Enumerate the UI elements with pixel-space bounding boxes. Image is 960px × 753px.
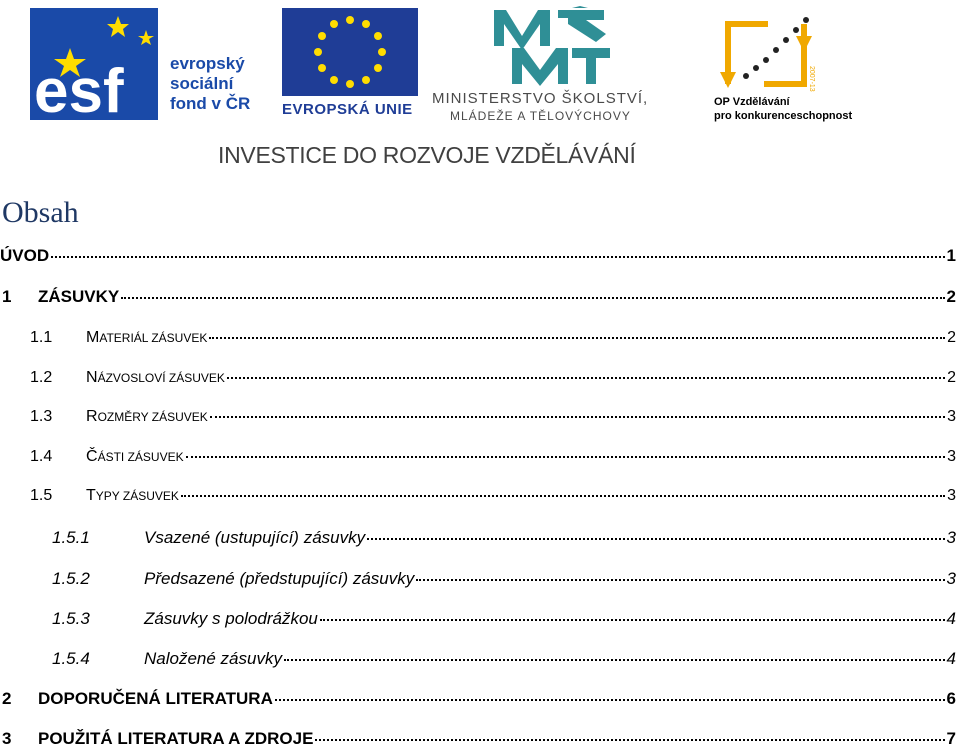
toc-entry-page: 2 <box>947 329 956 346</box>
toc-leader <box>210 415 945 418</box>
toc-leader <box>284 658 945 661</box>
toc-leader <box>227 376 945 379</box>
toc-entry-label: Předsazené (předstupující) zásuvky <box>144 569 415 588</box>
toc-entry-page: 4 <box>946 649 956 668</box>
svg-text:2007-13: 2007-13 <box>808 66 815 92</box>
toc-entry-page: 3 <box>947 487 956 504</box>
toc-entry-number: 2 <box>2 689 12 708</box>
toc-entry-label: NÁZVOSLOVÍ ZÁSUVEK <box>86 369 225 386</box>
toc-entry-number: 1.5 <box>30 487 53 504</box>
toc-entry-number: 1 <box>2 287 12 306</box>
toc-entry-number: 1.5.3 <box>52 609 90 628</box>
toc-entry-page: 2 <box>946 287 956 306</box>
toc-entry-page: 1 <box>946 246 956 265</box>
toc-entry-label: Naložené zásuvky <box>144 649 282 668</box>
esf-logo <box>30 8 270 120</box>
toc-leader <box>186 455 946 458</box>
op-line-1: OP Vzdělávání <box>714 96 790 108</box>
msmt-line-2: MLÁDEŽE A TĚLOVÝCHOVY <box>450 109 631 123</box>
toc-entry-number: 1.1 <box>30 329 53 346</box>
eu-label: EVROPSKÁ UNIE <box>282 101 413 118</box>
toc-entry-label: ROZMĚRY ZÁSUVEK <box>86 408 208 425</box>
msmt-logo <box>432 6 676 126</box>
toc-entry-label: POUŽITÁ LITERATURA A ZDROJE <box>38 729 314 748</box>
toc-leader <box>275 698 945 701</box>
toc-entry-label: ÚVOD <box>0 246 50 265</box>
tagline: INVESTICE DO ROZVOJE VZDĚLÁVÁNÍ <box>218 142 636 168</box>
toc-title: Obsah <box>2 196 79 229</box>
toc-entry-1-5-3[interactable] <box>0 609 960 633</box>
toc-entry-1-1[interactable] <box>0 329 960 353</box>
toc-entry-page: 3 <box>947 448 956 465</box>
msmt-line-1: MINISTERSTVO ŠKOLSTVÍ, <box>432 90 649 107</box>
eu-flag-icon <box>282 8 418 96</box>
svg-text:esf: esf <box>34 57 124 120</box>
esf-line-1: evropský <box>170 54 245 73</box>
msmt-logo-mark <box>492 6 612 86</box>
op-logo <box>712 6 853 124</box>
toc-entry-page: 3 <box>946 569 956 588</box>
toc-entry-page: 4 <box>946 609 956 628</box>
toc-entry-1-5-4[interactable] <box>0 649 960 673</box>
toc-entry-1[interactable] <box>0 287 960 311</box>
op-logo-mark <box>716 12 816 96</box>
toc-entry-page: 2 <box>947 369 956 386</box>
toc-entry-number: 1.3 <box>30 408 53 425</box>
toc-entry-label: Zásuvky s polodrážkou <box>144 609 318 628</box>
toc-entry-1-4[interactable] <box>0 448 960 472</box>
toc-entry-page: 7 <box>946 729 956 748</box>
eu-logo <box>282 8 422 124</box>
toc-leader <box>315 738 944 741</box>
toc-entry-label: TYPY ZÁSUVEK <box>86 487 179 504</box>
toc-entry-number: 3 <box>2 729 12 748</box>
toc-leader <box>121 296 944 299</box>
toc-leader <box>320 618 945 621</box>
toc-entry-label: Vsazené (ustupující) zásuvky <box>144 528 366 547</box>
toc-entry-2[interactable] <box>0 689 960 713</box>
toc-leader <box>367 537 944 540</box>
toc-entry-number: 1.4 <box>30 448 53 465</box>
toc-entry-1-2[interactable] <box>0 369 960 393</box>
toc-entry-1-5-2[interactable] <box>0 569 960 593</box>
toc-entry-number: 1.5.1 <box>52 528 90 547</box>
toc-entry-page: 3 <box>946 528 956 547</box>
esf-logo-mark <box>30 8 158 120</box>
toc-entry-number: 1.5.4 <box>52 649 90 668</box>
esf-line-2: sociální <box>170 74 234 93</box>
toc-entry-label: DOPORUČENÁ LITERATURA <box>38 689 273 708</box>
toc-entry-1-3[interactable] <box>0 408 960 432</box>
header-banner <box>0 0 960 170</box>
toc-entry-1-5-1[interactable] <box>0 528 960 552</box>
esf-logo-text <box>170 54 250 114</box>
toc-entry-label: ZÁSUVKY <box>38 287 120 306</box>
toc-entry-page: 6 <box>946 689 956 708</box>
toc-entry-number: 1.5.2 <box>52 569 90 588</box>
toc-entry-label: ČÁSTI ZÁSUVEK <box>86 448 184 465</box>
toc-entry-1-5[interactable] <box>0 487 960 511</box>
op-line-2: pro konkurenceschopnost <box>714 110 853 122</box>
toc-leader <box>181 494 945 497</box>
toc-leader <box>51 255 944 258</box>
toc-leader <box>416 578 944 581</box>
toc-entry-3[interactable] <box>0 729 960 753</box>
toc-entry-uvod[interactable] <box>0 246 960 270</box>
toc-leader <box>209 336 945 339</box>
esf-line-3: fond v ČR <box>170 94 251 113</box>
toc-entry-number: 1.2 <box>30 369 53 386</box>
toc-entry-page: 3 <box>947 408 956 425</box>
toc-entry-label: MATERIÁL ZÁSUVEK <box>86 329 208 346</box>
